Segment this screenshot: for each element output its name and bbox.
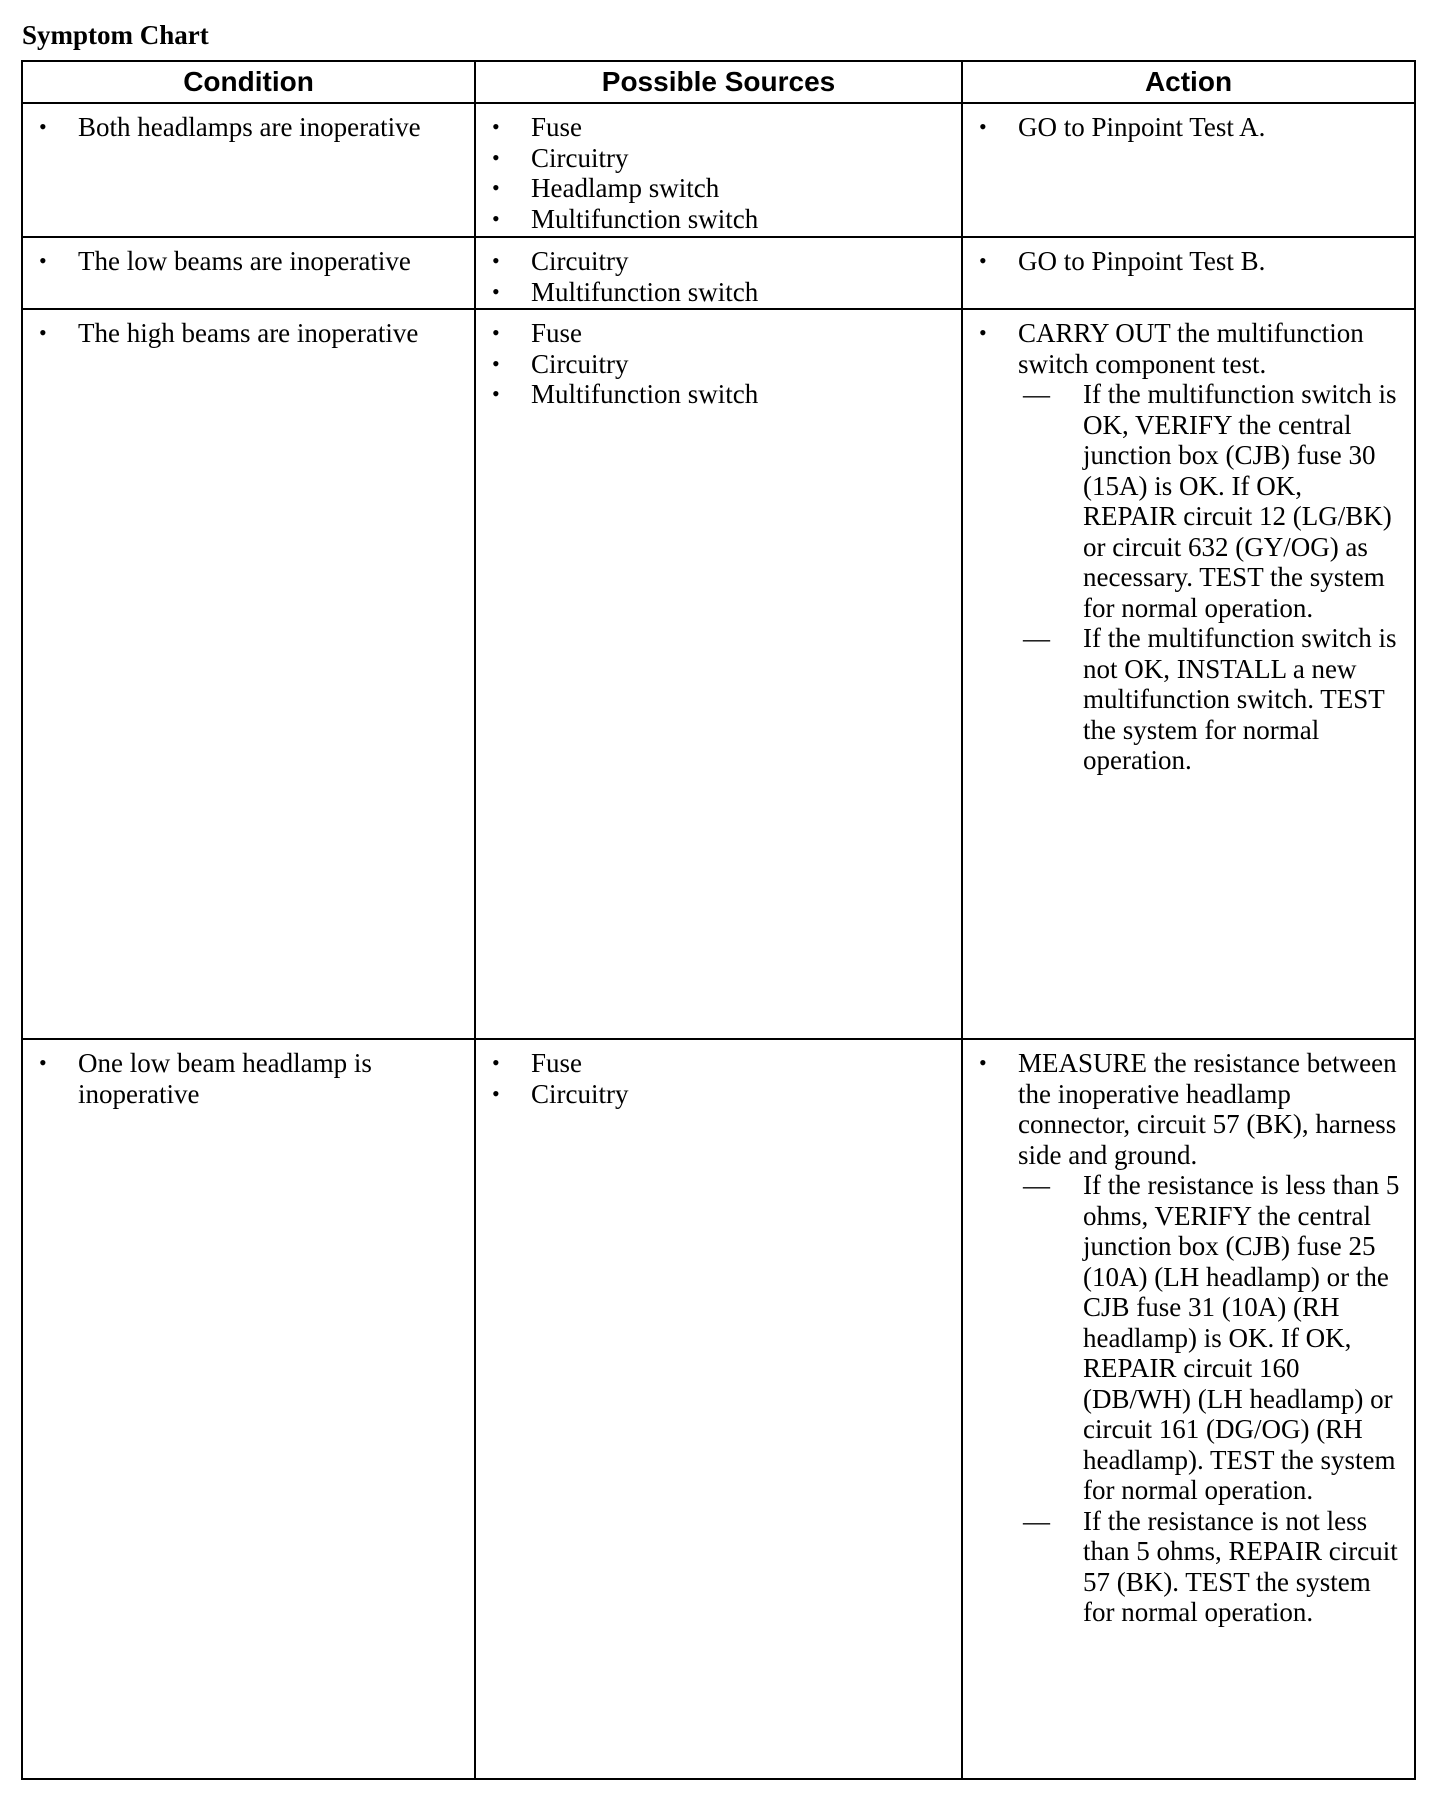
dash-icon: — [1023, 1170, 1050, 1200]
dash-icon: — [1023, 1505, 1050, 1536]
action-item [963, 1048, 1414, 1170]
condition-text: The high beams are inoperative [78, 318, 419, 348]
table-header-row [22, 61, 1415, 103]
source-text: Circuitry [531, 246, 629, 276]
condition-item [23, 246, 474, 277]
source-item [476, 277, 961, 308]
source-text: Fuse [531, 112, 583, 142]
bullet-icon: • [492, 381, 500, 406]
sub-action-item [963, 1170, 1414, 1506]
page-title: Symptom Chart [22, 20, 209, 50]
bullet-icon: • [492, 1050, 500, 1075]
source-item [476, 246, 961, 277]
condition-item [23, 1048, 474, 1109]
condition-item [23, 112, 474, 143]
source-item [476, 173, 961, 204]
source-text: Circuitry [531, 1078, 629, 1109]
bullet-icon: • [979, 320, 987, 345]
sources-cell [475, 309, 962, 1039]
source-item [476, 143, 961, 174]
bullet-icon: • [39, 248, 47, 273]
column-header-condition: Condition [22, 61, 475, 103]
bullet-icon: • [39, 320, 47, 345]
table-row [22, 103, 1415, 237]
sub-action-text: If the multifunction switch is not OK, INSTALL a new multifunction switch. TEST the system for normal operation. [1083, 623, 1397, 775]
bullet-icon: • [492, 350, 500, 376]
source-text: Headlamp switch [531, 173, 720, 203]
bullet-icon: • [39, 1050, 47, 1075]
condition-cell [22, 237, 475, 309]
table-row [22, 309, 1415, 1039]
source-text: Fuse [531, 318, 583, 348]
sub-action-item [963, 1506, 1414, 1628]
table-row [22, 237, 1415, 309]
action-cell [962, 1039, 1415, 1779]
symptom-table [21, 60, 1416, 1780]
bullet-icon: • [492, 144, 500, 170]
sub-action-text: If the multifunction switch is OK, VERIFY the central junction box (CJB) fuse 30 (15A) is OK. If OK, REPAIR circuit 12 (LG/BK) or circuit 632 (GY/OG) as necessary. TEST the system for normal operation. [1083, 379, 1397, 623]
action-item [963, 246, 1414, 277]
column-header-sources: Possible Sources [475, 61, 962, 103]
sources-cell [475, 237, 962, 309]
dash-icon: — [1023, 379, 1050, 409]
bullet-icon: • [492, 114, 500, 139]
source-item [476, 1079, 961, 1110]
source-text: Circuitry [531, 348, 629, 379]
source-item [476, 1048, 961, 1079]
bullet-icon: • [979, 248, 987, 273]
sources-cell [475, 103, 962, 237]
source-text: Circuitry [531, 142, 629, 173]
sub-action-text: If the resistance is not less than 5 ohms, REPAIR circuit 57 (BK). TEST the system for normal operation. [1083, 1505, 1398, 1627]
sub-action-text: If the resistance is less than 5 ohms, VERIFY the central junction box (CJB) fuse 25 (10A) (LH headlamp) or the CJB fuse 31 (10A) (RH headlamp) is OK. If OK, REPAIR circuit 160 (DB/WH) (LH headlamp) or circuit 161 (DG/OG) (RH headlamp). TEST the system for normal operation. [1083, 1170, 1400, 1505]
bullet-icon: • [492, 175, 500, 200]
condition-cell [22, 1039, 475, 1779]
bullet-icon: • [979, 1050, 987, 1075]
action-item [963, 112, 1414, 143]
bullet-icon: • [492, 205, 500, 231]
source-text: Fuse [531, 1048, 583, 1078]
bullet-icon: • [979, 114, 987, 139]
source-text: Multifunction switch [531, 379, 759, 409]
action-text: MEASURE the resistance between the inoperative headlamp connector, circuit 57 (BK), harness side and ground. [1018, 1048, 1397, 1170]
condition-cell [22, 309, 475, 1039]
condition-cell [22, 103, 475, 237]
source-item [476, 349, 961, 380]
action-item [963, 318, 1414, 379]
source-item [476, 204, 961, 235]
source-text: Multifunction switch [531, 203, 759, 234]
source-item [476, 112, 961, 143]
dash-icon: — [1023, 623, 1050, 653]
condition-text: One low beam headlamp is inoperative [78, 1048, 372, 1109]
source-text: Multifunction switch [531, 276, 759, 307]
action-text: CARRY OUT the multifunction switch component test. [1018, 318, 1364, 379]
action-cell [962, 103, 1415, 237]
bullet-icon: • [492, 248, 500, 273]
column-header-action: Action [962, 61, 1415, 103]
bullet-icon: • [492, 1080, 500, 1106]
condition-text: Both headlamps are inoperative [78, 112, 421, 142]
action-cell [962, 309, 1415, 1039]
source-item [476, 379, 961, 410]
source-item [476, 318, 961, 349]
bullet-icon: • [492, 320, 500, 345]
action-text: GO to Pinpoint Test B. [1018, 246, 1266, 276]
action-cell [962, 237, 1415, 309]
sub-action-item [963, 623, 1414, 776]
sub-action-item [963, 379, 1414, 623]
condition-text: The low beams are inoperative [78, 246, 411, 276]
action-text: GO to Pinpoint Test A. [1018, 112, 1266, 142]
sources-cell [475, 1039, 962, 1779]
table-row [22, 1039, 1415, 1779]
condition-item [23, 318, 474, 349]
bullet-icon: • [492, 278, 500, 304]
bullet-icon: • [39, 114, 47, 139]
